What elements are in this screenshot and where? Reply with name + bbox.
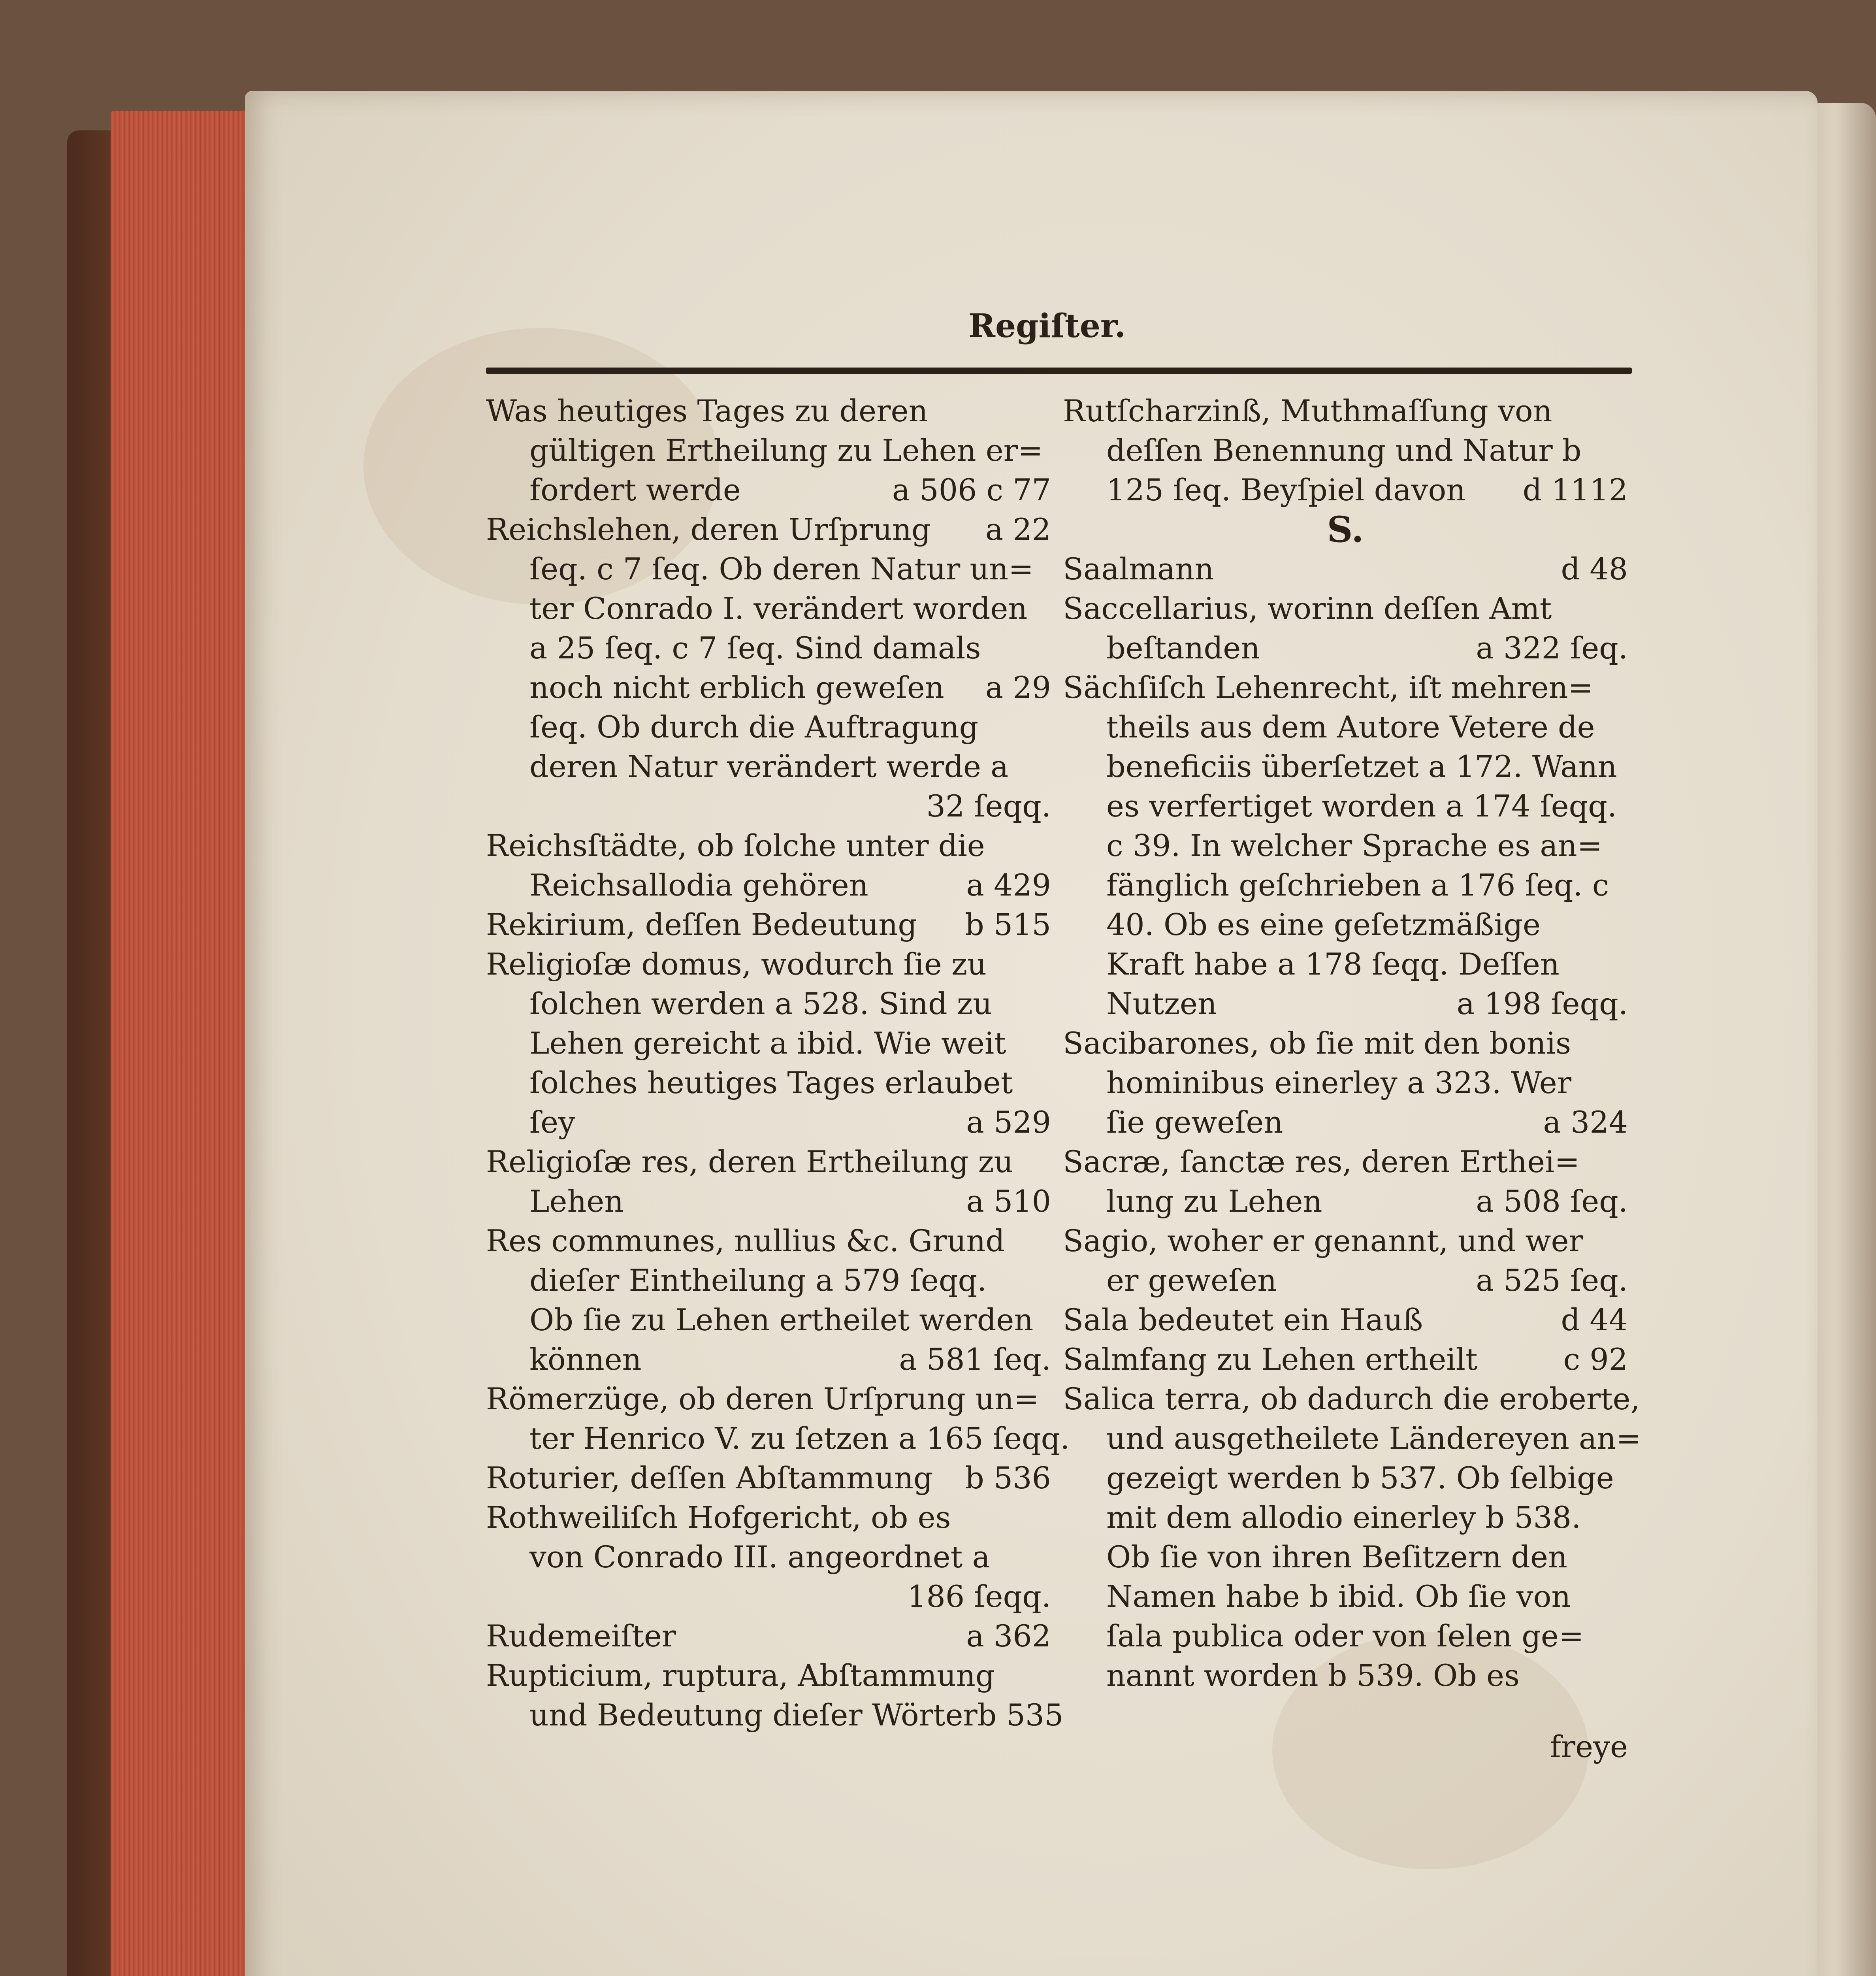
page-reference: a 322 ſeq. <box>1476 630 1628 666</box>
index-line: hominibus einerley a 323. Wer <box>1106 1065 1572 1100</box>
index-term: 125 ſeq. Beyſpiel davon <box>1106 472 1466 507</box>
index-line <box>1063 984 1628 1024</box>
index-line: Res communes, nullius &c. Grund <box>486 1223 1005 1258</box>
page-reference: a 198 ſeqq. <box>1456 986 1628 1021</box>
page-reference: a 508 ſeq. <box>1476 1184 1628 1219</box>
index-term: Reichsallodia gehören <box>529 867 868 903</box>
index-line <box>486 1695 1064 1735</box>
page-reference: a 510 <box>966 1184 1051 1219</box>
index-line: ſala publica oder von ſelen ge= <box>1106 1618 1584 1654</box>
index-line <box>486 1103 1051 1142</box>
index-line <box>1063 628 1628 668</box>
index-line: 40. Ob es eine geſetzmäßige <box>1106 907 1541 942</box>
index-line: beneficiis überſetzet a 172. Wann <box>1106 749 1617 784</box>
page-reference: a 362 <box>966 1618 1051 1654</box>
index-term: Rekirium, deſſen Bedeutung <box>486 907 917 942</box>
index-line: Sacibarones, ob ſie mit den bonis <box>1063 1026 1571 1061</box>
index-line: von Conrado III. angeordnet a <box>529 1539 990 1574</box>
page-reference: a 429 <box>966 867 1051 903</box>
index-line: ter Henrico V. zu ſetzen a 165 ſeqq. <box>529 1421 1070 1456</box>
page-reference: d 44 <box>1561 1302 1628 1337</box>
index-line: Namen habe b ibid. Ob ſie von <box>1106 1579 1571 1614</box>
index-line <box>1063 549 1628 589</box>
index-line <box>486 510 1051 549</box>
index-term: Roturier, deſſen Abſtammung <box>486 1460 933 1495</box>
index-line: es verfertiget worden a 174 ſeqq. <box>1106 788 1617 824</box>
index-term: Reichslehen, deren Urſprung <box>486 512 931 547</box>
page-reference: b 515 <box>965 907 1051 942</box>
index-line: ſeq. c 7 ſeq. Ob deren Natur un= <box>529 551 1034 586</box>
page-reference: a 506 c 77 <box>892 472 1051 507</box>
index-line <box>1063 1103 1628 1142</box>
index-term: Salmfang zu Lehen ertheilt <box>1063 1342 1478 1377</box>
index-line: ſolchen werden a 528. Sind zu <box>529 986 992 1021</box>
page-reference: a 29 <box>985 670 1051 705</box>
index-line <box>486 1340 1051 1379</box>
index-line <box>1063 1300 1628 1340</box>
index-line <box>486 1182 1051 1221</box>
index-line: deren Natur verändert werde a <box>529 749 1009 784</box>
index-line: S. <box>1327 509 1364 551</box>
index-line <box>486 470 1051 510</box>
page-reference: a 581 ſeq. <box>899 1342 1051 1377</box>
index-term: fordert werde <box>529 472 741 507</box>
index-line <box>486 865 1051 905</box>
page-reference: a 22 <box>985 512 1051 547</box>
index-line <box>1063 470 1628 510</box>
index-line <box>486 668 1051 707</box>
index-line: ter Conrado I. verändert worden <box>529 591 1028 626</box>
index-line: 186 ſeqq. <box>907 1579 1051 1614</box>
index-term: Sala bedeutet ein Hauß <box>1063 1302 1423 1337</box>
index-line: Religioſæ res, deren Ertheilung zu <box>486 1144 1013 1179</box>
index-term: beſtanden <box>1106 630 1260 666</box>
index-line: Reichsſtädte, ob ſolche unter die <box>486 828 985 863</box>
index-line: gezeigt werden b 537. Ob ſelbige <box>1106 1460 1614 1495</box>
index-line: Sächſiſch Lehenrecht, iſt mehren= <box>1063 670 1593 705</box>
page-header: Regiſter. <box>968 307 1126 345</box>
index-term: noch nicht erblich geweſen <box>529 670 944 705</box>
index-line: c 39. In welcher Sprache es an= <box>1106 828 1603 863</box>
index-term: Nutzen <box>1106 986 1217 1021</box>
index-line: Ob ſie von ihren Beſitzern den <box>1106 1539 1567 1574</box>
index-line: und ausgetheilete Ländereyen an= <box>1106 1421 1641 1456</box>
index-line: nannt worden b 539. Ob es <box>1106 1658 1520 1693</box>
index-line: Ob ſie zu Lehen ertheilet werden <box>529 1302 1034 1337</box>
index-line: Rupticium, ruptura, Abſtammung <box>486 1658 995 1693</box>
index-term: Saalmann <box>1063 551 1214 586</box>
page-edge <box>111 111 261 1976</box>
index-term: können <box>529 1342 642 1377</box>
page-reference: a 525 ſeq. <box>1476 1263 1628 1298</box>
index-line: ſolches heutiges Tages erlaubet <box>529 1065 1013 1100</box>
index-line: Kraft habe a 178 ſeqq. Deſſen <box>1106 947 1560 982</box>
index-term: ſie geweſen <box>1106 1105 1283 1140</box>
index-term: lung zu Lehen <box>1106 1184 1322 1219</box>
catchword: freye <box>1550 1729 1628 1764</box>
index-term: Rudemeiſter <box>486 1618 676 1654</box>
page-reference: b 535 <box>977 1697 1064 1733</box>
index-line <box>1063 1182 1628 1221</box>
index-line: Religioſæ domus, wodurch ſie zu <box>486 947 987 982</box>
index-line: Sacræ, ſanctæ res, deren Erthei= <box>1063 1144 1580 1179</box>
index-line: ſeq. Ob durch die Auftragung <box>529 709 979 745</box>
page-reference: a 529 <box>966 1105 1051 1140</box>
index-line: Rothweiliſch Hofgericht, ob es <box>486 1500 951 1535</box>
index-line: Sagio, woher er genannt, und wer <box>1063 1223 1583 1258</box>
index-line: Römerzüge, ob deren Urſprung un= <box>486 1381 1039 1416</box>
index-line <box>486 1616 1051 1656</box>
index-line <box>1063 1340 1628 1379</box>
index-line: Salica terra, ob dadurch die eroberte, <box>1063 1381 1640 1416</box>
index-line: Lehen gereicht a ibid. Wie weit <box>529 1026 1006 1061</box>
page-reference: d 48 <box>1561 551 1628 586</box>
page-reference: a 324 <box>1543 1105 1628 1140</box>
index-line: deſſen Benennung und Natur b <box>1106 433 1582 468</box>
index-line: theils aus dem Autore Vetere de <box>1106 709 1595 745</box>
right-column <box>1063 391 1641 1790</box>
page-reference: c 92 <box>1563 1342 1628 1377</box>
page-reference: d 1112 <box>1522 472 1628 507</box>
index-line <box>1063 1261 1628 1300</box>
index-line: Was heutiges Tages zu deren <box>486 393 928 428</box>
index-line: 32 ſeqq. <box>926 788 1051 824</box>
index-line: gültigen Ertheilung zu Lehen er= <box>529 433 1043 468</box>
index-line: mit dem allodio einerley b 538. <box>1106 1500 1581 1535</box>
index-line: Saccellarius, worinn deſſen Amt <box>1063 591 1552 626</box>
index-line <box>486 905 1051 945</box>
index-line: Rutſcharzinß, Muthmaſſung von <box>1063 393 1552 428</box>
index-line <box>486 1458 1051 1498</box>
index-line: a 25 ſeq. c 7 ſeq. Sind damals <box>529 630 981 666</box>
page-reference: b 536 <box>965 1460 1051 1495</box>
index-line: dieſer Eintheilung a 579 ſeqq. <box>529 1263 987 1298</box>
header-rule <box>486 368 1632 374</box>
index-term: Lehen <box>529 1184 624 1219</box>
left-column <box>486 391 1070 1790</box>
index-term: und Bedeutung dieſer Wörter <box>529 1697 978 1733</box>
index-term: er geweſen <box>1106 1263 1277 1298</box>
index-term: ſey <box>529 1105 576 1140</box>
index-line: fänglich geſchrieben a 176 ſeq. c <box>1106 867 1609 903</box>
